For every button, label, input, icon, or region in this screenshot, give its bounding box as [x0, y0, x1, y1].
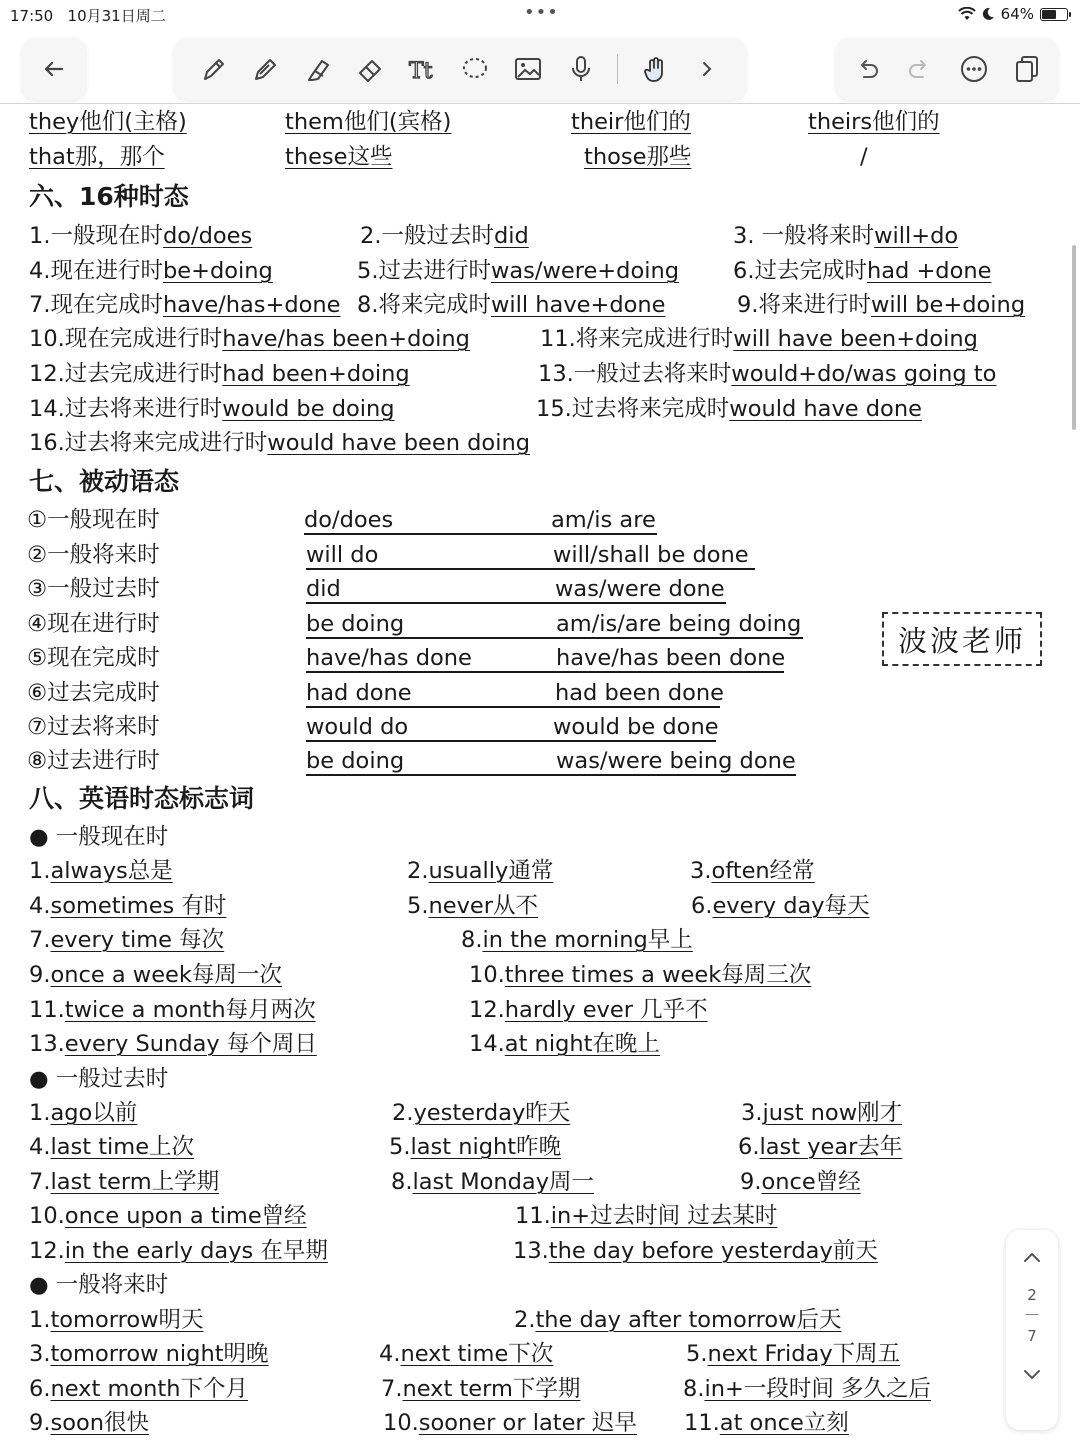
tense-item	[360, 221, 529, 251]
tense-name: 1.一般现在时	[29, 223, 163, 249]
item-word: in the early days 在早期	[64, 1238, 328, 1264]
teacher-stamp: 波波老师	[882, 612, 1042, 666]
signal-word	[392, 1098, 570, 1128]
svg-text:Tt: Tt	[408, 59, 433, 84]
signal-word	[29, 1305, 204, 1335]
signal-word	[686, 1339, 900, 1369]
signal-word	[29, 1408, 149, 1438]
item-word: in the morning早上	[482, 927, 693, 953]
signal-word	[469, 995, 708, 1025]
item-number: 4.	[29, 893, 51, 919]
section-8-title: 八、英语时态标志词	[29, 784, 255, 813]
tense-item	[29, 290, 341, 320]
pronoun-those: those那些	[584, 144, 692, 170]
item-number: 4.	[379, 1341, 401, 1367]
underline	[306, 671, 784, 673]
underline	[306, 637, 803, 639]
item-number: 3.	[29, 1341, 51, 1367]
signal-word	[29, 1374, 248, 1404]
item-number: 7.	[381, 1376, 403, 1402]
item-word: always总是	[50, 858, 173, 884]
item-word: at night在晚上	[504, 1031, 660, 1057]
signal-word	[515, 1201, 777, 1231]
signal-word	[407, 856, 553, 886]
back-arrow-icon[interactable]	[32, 47, 76, 91]
signal-word	[690, 856, 815, 886]
passive-active: be doing	[306, 748, 405, 774]
item-word: next month下个月	[50, 1376, 248, 1402]
item-word: the day before yesterday前天	[548, 1238, 878, 1264]
signal-word	[740, 1167, 861, 1197]
signal-word	[29, 1132, 194, 1162]
item-number: 1.	[29, 1307, 51, 1333]
signal-word	[391, 1167, 594, 1197]
item-word: last year去年	[759, 1134, 903, 1160]
actions-pill	[836, 38, 1058, 100]
item-number: 11.	[515, 1203, 551, 1229]
item-number: 7.	[29, 927, 51, 953]
item-number: 10.	[29, 1203, 65, 1229]
item-number: 12.	[29, 1238, 65, 1264]
item-word: sometimes 有时	[50, 893, 227, 919]
signal-word	[29, 1201, 307, 1231]
item-number: 13.	[513, 1238, 549, 1264]
item-word: in+一段时间 多久之后	[704, 1376, 931, 1402]
item-word: ago以前	[50, 1100, 138, 1126]
underline	[306, 568, 755, 570]
tense-form: will+do	[874, 223, 959, 249]
item-number: 10.	[469, 962, 505, 988]
item-number: 2.	[514, 1307, 536, 1333]
tense-name: 8.将来完成时	[357, 292, 491, 318]
pages-icon[interactable]	[1005, 47, 1049, 91]
item-number: 6.	[691, 893, 713, 919]
signal-word	[383, 1408, 637, 1438]
tense-name: 13.一般过去将来时	[538, 361, 732, 387]
item-word: last Monday周一	[412, 1169, 595, 1195]
tense-item	[357, 290, 666, 320]
item-number: 13.	[29, 1031, 65, 1057]
tense-name: 4.现在进行时	[29, 258, 163, 284]
signal-word	[29, 1098, 137, 1128]
tense-form: will have+done	[490, 292, 666, 318]
mic-icon[interactable]	[559, 47, 603, 91]
item-number: 4.	[29, 1134, 51, 1160]
item-word: next Friday下周五	[707, 1341, 901, 1367]
redo-icon[interactable]	[898, 47, 942, 91]
passive-form: would be done	[553, 714, 719, 740]
signal-word	[691, 891, 870, 921]
item-word: once曾经	[761, 1169, 861, 1195]
underline	[306, 774, 796, 776]
passive-name: ①一般现在时	[27, 507, 160, 533]
moon-icon	[982, 7, 995, 21]
pronoun-they: they他们(主格)	[29, 109, 187, 135]
signal-word	[514, 1305, 842, 1335]
item-word: next term下学期	[402, 1376, 581, 1402]
item-word: twice a month每月两次	[64, 997, 316, 1023]
clock: 17:50	[10, 7, 54, 25]
item-number: 9.	[740, 1169, 762, 1195]
tense-item	[29, 256, 273, 286]
passive-form: am/is/are being doing	[556, 611, 802, 637]
more-icon[interactable]	[952, 47, 996, 91]
tense-form: do/does	[162, 223, 253, 249]
item-word: never从不	[428, 893, 538, 919]
signal-word	[29, 1236, 328, 1266]
signal-word	[29, 995, 316, 1025]
tense-name: 3. 一般将来时	[733, 223, 875, 249]
signal-word	[469, 1029, 660, 1059]
item-word: the day after tomorrow后天	[535, 1307, 842, 1333]
tense-form: would have done	[729, 396, 922, 422]
item-number: 14.	[469, 1031, 505, 1057]
item-number: 9.	[29, 1410, 51, 1436]
tense-name: 9.将来进行时	[737, 292, 871, 318]
passive-active: have/has done	[306, 645, 472, 671]
passive-form: was/were done	[555, 576, 725, 602]
tense-form: was/were+doing	[490, 258, 679, 284]
tense-name: 7.现在完成时	[29, 292, 163, 318]
tense-form: had been+doing	[222, 361, 410, 387]
scrollbar[interactable]	[1072, 245, 1076, 430]
passive-name: ⑤现在完成时	[27, 645, 160, 671]
date: 10月31日周二	[67, 7, 166, 25]
tense-form: have/has+done	[162, 292, 341, 318]
signal-word	[684, 1408, 849, 1438]
current-page: 2	[1027, 1286, 1037, 1304]
item-word: often经常	[711, 858, 815, 884]
tense-form: have/has been+doing	[222, 326, 470, 352]
tense-item	[536, 394, 922, 424]
tense-form: would have been doing	[267, 430, 530, 456]
passive-active: would do	[306, 714, 409, 740]
chevron-up-icon[interactable]	[1018, 1244, 1046, 1272]
item-number: 10.	[383, 1410, 419, 1436]
item-word: once a week每周一次	[50, 962, 282, 988]
tense-item	[357, 256, 679, 286]
signal-word	[29, 891, 226, 921]
item-number: 11.	[29, 997, 65, 1023]
item-word: last time上次	[50, 1134, 195, 1160]
toolbar-separator	[617, 54, 618, 84]
passive-form: am/is are	[551, 507, 656, 533]
signal-word	[29, 1029, 317, 1059]
battery-icon	[1040, 8, 1068, 21]
tense-item	[29, 221, 252, 251]
signal-word	[29, 925, 224, 955]
tense-name: 2.一般过去时	[360, 223, 494, 249]
tense-name: 14.过去将来进行时	[29, 396, 223, 422]
signal-word	[389, 1132, 561, 1162]
back-pill	[22, 38, 86, 100]
past-label: ● 一般过去时	[29, 1066, 169, 1092]
pencil-icon[interactable]	[243, 47, 287, 91]
tense-name: 5.过去进行时	[357, 258, 491, 284]
item-number: 8.	[461, 927, 483, 953]
page-separator	[1026, 1314, 1038, 1315]
item-word: soon很快	[50, 1410, 149, 1436]
signal-word	[29, 856, 173, 886]
underline	[306, 706, 720, 708]
item-number: 6.	[29, 1376, 51, 1402]
pronoun-theirs: theirs他们的	[808, 109, 940, 135]
passive-name: ④现在进行时	[27, 611, 160, 637]
underline	[306, 740, 716, 742]
item-word: tomorrow明天	[50, 1307, 204, 1333]
passive-active: did	[306, 576, 341, 602]
tense-form: will have been+doing	[733, 326, 978, 352]
signal-word	[683, 1374, 931, 1404]
text-tool-icon[interactable]	[401, 47, 445, 91]
item-number: 7.	[29, 1169, 51, 1195]
pronoun-their: their他们的	[571, 109, 691, 135]
tense-name: 15.过去将来完成时	[536, 396, 730, 422]
item-word: hardly ever 几乎不	[504, 997, 708, 1023]
pronoun-these: these这些	[285, 144, 393, 170]
section-7-title: 七、被动语态	[29, 467, 180, 496]
item-word: usually通常	[428, 858, 554, 884]
tense-name: 6.过去完成时	[733, 258, 867, 284]
signal-word	[29, 960, 282, 990]
item-word: just now刚才	[762, 1100, 903, 1126]
item-number: 3.	[690, 858, 712, 884]
item-word: at once立刻	[719, 1410, 849, 1436]
lasso-icon[interactable]	[453, 47, 497, 91]
tense-name: 11.将来完成进行时	[540, 326, 734, 352]
item-word: next time下次	[400, 1341, 554, 1367]
item-word: every time 每次	[50, 927, 225, 953]
item-number: 6.	[738, 1134, 760, 1160]
signal-word	[513, 1236, 878, 1266]
underline	[306, 602, 726, 604]
undo-icon[interactable]	[845, 47, 889, 91]
tense-item	[29, 394, 395, 424]
signal-word	[407, 891, 538, 921]
status-time	[10, 5, 166, 26]
section-6-title: 六、16种时态	[29, 182, 189, 211]
signal-word	[738, 1132, 902, 1162]
passive-name: ③一般过去时	[27, 576, 160, 602]
multitask-dots-icon[interactable]: •••	[524, 2, 559, 23]
passive-name: ⑧过去进行时	[27, 748, 160, 774]
item-word: in+过去时间 过去某时	[550, 1203, 778, 1229]
tense-form: did	[493, 223, 529, 249]
item-number: 11.	[684, 1410, 720, 1436]
passive-name: ⑥过去完成时	[27, 680, 160, 706]
passive-active: will do	[306, 542, 379, 568]
tense-item	[538, 359, 996, 389]
pen-icon[interactable]	[191, 47, 235, 91]
item-word: last term上学期	[50, 1169, 220, 1195]
pronoun-slash: /	[860, 144, 868, 170]
item-number: 2.	[392, 1100, 414, 1126]
item-number: 5.	[407, 893, 429, 919]
item-number: 8.	[391, 1169, 413, 1195]
tense-item	[733, 221, 958, 251]
pronoun-that: that那，那个	[29, 144, 165, 170]
chevron-right-icon[interactable]	[685, 47, 729, 91]
tense-name: 10.现在完成进行时	[29, 326, 223, 352]
wifi-icon	[958, 7, 976, 21]
status-bar	[0, 0, 1080, 28]
highlighter-icon[interactable]	[296, 47, 340, 91]
item-number: 9.	[29, 962, 51, 988]
future-label: ● 一般将来时	[29, 1272, 169, 1298]
signal-word	[741, 1098, 902, 1128]
tense-item	[540, 324, 978, 354]
battery-fill	[1042, 10, 1056, 19]
signal-word	[29, 1339, 269, 1369]
tense-form: be+doing	[162, 258, 273, 284]
tools-pill	[174, 38, 746, 100]
item-word: sooner or later 迟早	[418, 1410, 637, 1436]
tense-form: had +done	[866, 258, 992, 284]
item-number: 1.	[29, 1100, 51, 1126]
passive-form: will/shall be done	[553, 542, 749, 568]
passive-form: had been done	[555, 680, 725, 706]
present-label: ● 一般现在时	[29, 824, 169, 850]
chevron-down-icon[interactable]	[1018, 1360, 1046, 1388]
signal-word	[461, 925, 693, 955]
passive-active: had done	[306, 680, 412, 706]
passive-name: ⑦过去将来时	[27, 714, 160, 740]
item-word: every day每天	[712, 893, 870, 919]
passive-active: be doing	[306, 611, 405, 637]
toolbar-divider	[0, 103, 1080, 104]
tense-form: would+do/was going to	[731, 361, 997, 387]
item-number: 12.	[469, 997, 505, 1023]
touch-hand-icon[interactable]	[633, 47, 677, 91]
item-word: last night昨晚	[410, 1134, 562, 1160]
underline	[304, 533, 657, 535]
tense-form: would be doing	[222, 396, 395, 422]
signal-word	[469, 960, 811, 990]
item-number: 5.	[389, 1134, 411, 1160]
item-number: 5.	[686, 1341, 708, 1367]
tense-item	[29, 428, 530, 458]
total-pages: 7	[1027, 1327, 1037, 1345]
pronoun-them: them他们(宾格)	[285, 109, 452, 135]
tense-name: 16.过去将来完成进行时	[29, 430, 268, 456]
item-number: 1.	[29, 858, 51, 884]
passive-form: was/were being done	[556, 748, 796, 774]
signal-word	[29, 1167, 219, 1197]
passive-form: have/has been done	[556, 645, 786, 671]
image-icon[interactable]	[506, 47, 550, 91]
signal-word	[381, 1374, 580, 1404]
item-number: 8.	[683, 1376, 705, 1402]
tense-name: 12.过去完成进行时	[29, 361, 223, 387]
item-number: 3.	[741, 1100, 763, 1126]
item-word: three times a week每周三次	[504, 962, 812, 988]
tense-item	[733, 256, 991, 286]
tense-form: will be+doing	[870, 292, 1026, 318]
battery-percent: 64%	[1000, 5, 1034, 23]
item-word: yesterday昨天	[413, 1100, 571, 1126]
item-number: 2.	[407, 858, 429, 884]
tense-item	[737, 290, 1025, 320]
item-word: every Sunday 每个周日	[64, 1031, 317, 1057]
status-right	[958, 5, 1068, 23]
signal-word	[379, 1339, 553, 1369]
item-word: once upon a time曾经	[64, 1203, 307, 1229]
page-navigator	[1006, 1230, 1058, 1430]
eraser-icon[interactable]	[348, 47, 392, 91]
tense-item	[29, 359, 410, 389]
passive-active: do/does	[304, 507, 394, 533]
passive-name: ②一般将来时	[27, 542, 160, 568]
tense-item	[29, 324, 470, 354]
item-word: tomorrow night明晚	[50, 1341, 269, 1367]
